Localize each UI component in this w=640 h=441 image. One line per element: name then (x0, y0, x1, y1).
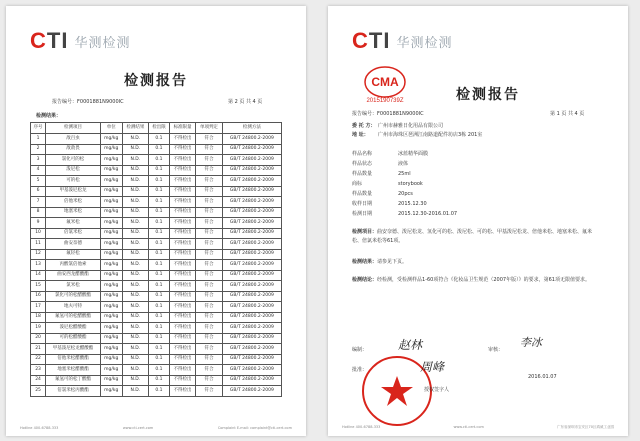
table-cell: 不得检出 (169, 186, 195, 197)
table-cell: 符合 (196, 144, 222, 155)
table-cell: 符合 (196, 165, 222, 176)
info-label: 收样日期 (352, 201, 373, 207)
table-cell: mg/kg (100, 228, 122, 239)
table-cell: 0.1 (149, 228, 170, 239)
logo-cn: 华测检测 (396, 35, 453, 51)
table-cell: GB/T 24800.2-2009 (222, 354, 281, 365)
table-cell: GB/T 24800.2-2009 (222, 386, 281, 397)
table-cell: 符合 (196, 186, 222, 197)
table-cell: 不得检出 (169, 281, 195, 292)
table-cell: mg/kg (100, 365, 122, 376)
table-cell: 24 (31, 375, 46, 386)
table-cell: 12 (31, 249, 46, 260)
table-cell: mg/kg (100, 312, 122, 323)
footer-email: Complaint E-mail: complaint@cti-cert.com (217, 426, 292, 430)
table-cell: 不得检出 (169, 386, 195, 397)
table-cell: 符合 (196, 333, 222, 344)
table-row (31, 218, 282, 229)
info-label: 样品数量 (352, 191, 373, 197)
table-cell: mg/kg (100, 291, 122, 302)
table-row (31, 260, 282, 271)
table-row (31, 365, 282, 376)
info-label: 样品名称 (352, 151, 373, 157)
table-cell: N.D. (122, 260, 148, 271)
page-indicator: 第 2 页 共 4 页 (228, 99, 263, 105)
table-row (31, 207, 282, 218)
table-cell: N.D. (122, 302, 148, 313)
table-cell: 0.1 (149, 249, 170, 260)
table-cell: 氟氢可的松丁酸酯 (46, 375, 101, 386)
table-cell: 5 (31, 176, 46, 187)
table-row (31, 155, 282, 166)
info-value: 冰蓝精华面膜 (398, 151, 429, 157)
sample-info-row (352, 210, 457, 217)
table-row (31, 134, 282, 145)
table-cell: mg/kg (100, 165, 122, 176)
table-cell: N.D. (122, 249, 148, 260)
authorized-signatory: 授权签字人 (424, 387, 450, 393)
table-cell: N.D. (122, 218, 148, 229)
table-cell: 符合 (196, 291, 222, 302)
table-cell: N.D. (122, 333, 148, 344)
table-cell: 不得检出 (169, 134, 195, 145)
table-row (31, 281, 282, 292)
table-cell: 0.1 (149, 281, 170, 292)
table-cell: 16 (31, 291, 46, 302)
table-cell: 符合 (196, 375, 222, 386)
table-cell: 不得检出 (169, 302, 195, 313)
table-cell: 6 (31, 186, 46, 197)
table-cell: 0.1 (149, 270, 170, 281)
table-cell: 敌敌畏 (46, 144, 101, 155)
table-cell: N.D. (122, 186, 148, 197)
table-cell: 19 (31, 323, 46, 334)
compiler-signature: 赵林 (398, 338, 423, 352)
table-cell: GB/T 24800.2-2009 (222, 281, 281, 292)
table-cell: 符合 (196, 155, 222, 166)
table-cell: 不得检出 (169, 239, 195, 250)
table-cell: 0.1 (149, 302, 170, 313)
table-cell: 1 (31, 134, 46, 145)
table-cell: N.D. (122, 270, 148, 281)
stamp-number: 2015190739Z (366, 98, 404, 104)
table-cell: 符合 (196, 239, 222, 250)
table-row (31, 270, 282, 281)
table-cell: mg/kg (100, 249, 122, 260)
table-cell: GB/T 24800.2-2009 (222, 333, 281, 344)
table-cell: 0.1 (149, 197, 170, 208)
table-cell: GB/T 24800.2-2009 (222, 291, 281, 302)
table-row (31, 291, 282, 302)
table-cell: 泼尼松醋酸酯 (46, 323, 101, 334)
table-cell: N.D. (122, 165, 148, 176)
table-cell: mg/kg (100, 155, 122, 166)
table-cell: 泼尼松 (46, 165, 101, 176)
table-cell: 不得检出 (169, 312, 195, 323)
table-cell: 0.1 (149, 323, 170, 334)
table-cell: GB/T 24800.2-2009 (222, 323, 281, 334)
table-cell: 符合 (196, 344, 222, 355)
table-cell: mg/kg (100, 375, 122, 386)
table-cell: 氟米松 (46, 218, 101, 229)
conclusion-row: 检测结论：经检测，受检测样品1-60项符合《化妆品卫生规范（2007年版）》的要求，第61项无限值要求。 (352, 277, 590, 283)
table-cell: 氯化可的松 (46, 155, 101, 166)
table-cell: 4 (31, 165, 46, 176)
report-page-cover (328, 6, 628, 436)
info-label: 样品状态 (352, 161, 373, 167)
cti-logo: CTI 华测检测 (352, 28, 453, 53)
reviewer-label: 审核： (488, 347, 504, 353)
table-row (31, 344, 282, 355)
table-cell: 不得检出 (169, 354, 195, 365)
table-row (31, 333, 282, 344)
table-cell: GB/T 24800.2-2009 (222, 165, 281, 176)
table-row (31, 312, 282, 323)
table-cell: GB/T 24800.2-2009 (222, 302, 281, 313)
logo-latin: CTI (30, 28, 69, 53)
table-cell: GB/T 24800.2-2009 (222, 207, 281, 218)
table-cell: 符合 (196, 207, 222, 218)
table-cell: 不得检出 (169, 144, 195, 155)
footer-address: 广东省深圳市宝安区70区鸿威工业园 (557, 425, 614, 429)
table-cell: 地塞米松醋酸酯 (46, 365, 101, 376)
table-cell: 0.1 (149, 134, 170, 145)
table-cell: 不得检出 (169, 228, 195, 239)
table-cell: GB/T 24800.2-2009 (222, 197, 281, 208)
table-cell: 不得检出 (169, 270, 195, 281)
table-cell: 地塞米松 (46, 207, 101, 218)
page-title: 检测报告 (124, 73, 188, 89)
table-cell: 8 (31, 207, 46, 218)
table-cell: N.D. (122, 176, 148, 187)
table-cell: 甲基泼尼松龙醋酸酯 (46, 344, 101, 355)
table-row (31, 386, 282, 397)
column-header: 单项判定 (196, 123, 222, 134)
table-cell: 0.1 (149, 291, 170, 302)
table-cell: 可的松 (46, 176, 101, 187)
table-row (31, 197, 282, 208)
stamp-text: CMA (371, 75, 399, 89)
table-row (31, 176, 282, 187)
table-cell: mg/kg (100, 354, 122, 365)
table-cell: 氯化可的松醋酸酯 (46, 291, 101, 302)
table-cell: N.D. (122, 239, 148, 250)
table-cell: 0.1 (149, 386, 170, 397)
column-header: 检出限 (149, 123, 170, 134)
table-row (31, 323, 282, 334)
issue-date: 2016.01.07 (528, 374, 557, 380)
table-cell: N.D. (122, 228, 148, 239)
footer-hotline: Hotline 400-6788-333 (20, 426, 59, 430)
table-cell: 不得检出 (169, 155, 195, 166)
table-cell: 符合 (196, 354, 222, 365)
table-cell: GB/T 24800.2-2009 (222, 155, 281, 166)
table-cell: mg/kg (100, 186, 122, 197)
column-header: 检测方法 (222, 123, 281, 134)
table-cell: 不得检出 (169, 218, 195, 229)
table-cell: N.D. (122, 144, 148, 155)
table-cell: 不得检出 (169, 365, 195, 376)
table-cell: 不得检出 (169, 176, 195, 187)
table-cell: 氟轻松 (46, 249, 101, 260)
table-cell: mg/kg (100, 281, 122, 292)
table-cell: 9 (31, 218, 46, 229)
table-cell: 14 (31, 270, 46, 281)
table-cell: 18 (31, 312, 46, 323)
table-cell: 0.1 (149, 260, 170, 271)
table-cell: 倍氯米松丙酸酯 (46, 386, 101, 397)
footer-website: www.cti-cert.com (122, 426, 154, 430)
table-cell: 不得检出 (169, 249, 195, 260)
table-cell: N.D. (122, 365, 148, 376)
table-cell: 0.1 (149, 354, 170, 365)
cma-stamp-icon (356, 64, 414, 104)
info-value: 20pcs (398, 191, 413, 197)
table-cell: 氟氢可的松醋酸酯 (46, 312, 101, 323)
table-cell: 0.1 (149, 312, 170, 323)
table-cell: GB/T 24800.2-2009 (222, 375, 281, 386)
table-cell: mg/kg (100, 260, 122, 271)
report-page-results (6, 6, 306, 436)
table-cell: GB/T 24800.2-2009 (222, 260, 281, 271)
table-cell: 倍他米松 (46, 197, 101, 208)
page-footer (20, 426, 292, 430)
table-cell: GB/T 24800.2-2009 (222, 134, 281, 145)
table-cell: N.D. (122, 291, 148, 302)
table-cell: 不得检出 (169, 291, 195, 302)
table-cell: 不得检出 (169, 165, 195, 176)
sample-info-row (352, 200, 427, 207)
table-cell: GB/T 24800.2-2009 (222, 249, 281, 260)
column-header: 单位 (100, 123, 122, 134)
table-cell: 11 (31, 239, 46, 250)
table-cell: 0.1 (149, 144, 170, 155)
table-cell: GB/T 24800.2-2009 (222, 270, 281, 281)
table-cell: mg/kg (100, 323, 122, 334)
table-cell: 可的松醋酸酯 (46, 333, 101, 344)
table-cell: 0.1 (149, 333, 170, 344)
table-cell: 符合 (196, 228, 222, 239)
table-cell: 倍氯米松 (46, 228, 101, 239)
column-header: 标准限量 (169, 123, 195, 134)
table-cell: 丙酸氯倍他索 (46, 260, 101, 271)
table-cell: 不得检出 (169, 197, 195, 208)
sample-info-row (352, 160, 408, 167)
table-cell: N.D. (122, 344, 148, 355)
approver-label: 批准： (352, 367, 368, 373)
table-cell: GB/T 24800.2-2009 (222, 186, 281, 197)
footer-website: www.cti-cert.com (453, 425, 484, 429)
table-cell: N.D. (122, 386, 148, 397)
table-cell: 0.1 (149, 239, 170, 250)
table-cell: 2 (31, 144, 46, 155)
table-row (31, 239, 282, 250)
table-row (31, 165, 282, 176)
table-cell: 符合 (196, 134, 222, 145)
table-cell: 不得检出 (169, 333, 195, 344)
table-cell: GB/T 24800.2-2009 (222, 144, 281, 155)
column-header: 检测项目 (46, 123, 101, 134)
info-label: 样品数量 (352, 171, 373, 177)
results-row: 检测结果：请参见下页。 (352, 259, 408, 265)
table-cell: 25 (31, 386, 46, 397)
report-number: 报告编号：F0001881N9000IC (352, 111, 424, 117)
table-cell: 敌百虫 (46, 134, 101, 145)
table-cell: 符合 (196, 260, 222, 271)
table-cell: 符合 (196, 197, 222, 208)
table-cell: 甲基泼尼松龙 (46, 186, 101, 197)
items-row: 检测项目：曲安奈德、泼尼松龙、氢化可的松、泼尼松、可的松、甲基泼尼松龙、倍他米松、地塞米松、氟米松、倍氯米松等61项。 (352, 229, 593, 244)
table-cell: GB/T 24800.2-2009 (222, 365, 281, 376)
table-cell: mg/kg (100, 207, 122, 218)
table-cell: mg/kg (100, 344, 122, 355)
table-cell: N.D. (122, 354, 148, 365)
table-cell: mg/kg (100, 270, 122, 281)
table-row (31, 302, 282, 313)
table-cell: 0.1 (149, 375, 170, 386)
table-cell: 符合 (196, 386, 222, 397)
table-cell: 不得检出 (169, 323, 195, 334)
table-cell: 地夫可特 (46, 302, 101, 313)
table-cell: 21 (31, 344, 46, 355)
approver-signature: 周峰 (420, 360, 445, 374)
table-cell: 倍他米松醋酸酯 (46, 354, 101, 365)
section-label: 检测结果： (36, 113, 62, 119)
compiler-label: 编制： (352, 347, 368, 353)
table-cell: 0.1 (149, 344, 170, 355)
table-cell: 17 (31, 302, 46, 313)
table-cell: 符合 (196, 365, 222, 376)
table-cell: mg/kg (100, 302, 122, 313)
info-value: storybook (398, 181, 423, 187)
table-cell: 曲安西龙醋酸酯 (46, 270, 101, 281)
table-cell: 不得检出 (169, 344, 195, 355)
sample-info-row (352, 190, 413, 197)
table-cell: GB/T 24800.2-2009 (222, 344, 281, 355)
table-cell: N.D. (122, 134, 148, 145)
table-cell: 符合 (196, 323, 222, 334)
table-cell: GB/T 24800.2-2009 (222, 239, 281, 250)
table-row (31, 249, 282, 260)
table-cell: 0.1 (149, 365, 170, 376)
client-row: 委 托 方： 广州市赫雅日化用品有限公司 (352, 123, 444, 129)
page-indicator: 第 1 页 共 4 页 (550, 111, 585, 117)
table-cell: N.D. (122, 207, 148, 218)
table-cell: GB/T 24800.2-2009 (222, 312, 281, 323)
page-footer (342, 425, 614, 430)
table-cell: N.D. (122, 375, 148, 386)
table-cell: 3 (31, 155, 46, 166)
table-cell: mg/kg (100, 386, 122, 397)
table-cell: 氯米松 (46, 281, 101, 292)
table-cell: N.D. (122, 312, 148, 323)
table-cell: 不得检出 (169, 207, 195, 218)
info-value: 液体 (398, 161, 409, 167)
table-cell: mg/kg (100, 176, 122, 187)
info-label: 商标 (352, 181, 363, 187)
cti-logo (30, 28, 130, 54)
table-row (31, 375, 282, 386)
table-cell: 13 (31, 260, 46, 271)
table-cell: 不得检出 (169, 375, 195, 386)
table-cell: 曲安奈德 (46, 239, 101, 250)
table-row (31, 144, 282, 155)
table-cell: 20 (31, 333, 46, 344)
page-title: 检测报告 (456, 87, 520, 103)
info-value: 25ml (398, 171, 411, 177)
table-cell: N.D. (122, 197, 148, 208)
table-cell: 不得检出 (169, 260, 195, 271)
table-row (31, 186, 282, 197)
sample-info-row (352, 150, 428, 157)
table-cell: 符合 (196, 176, 222, 187)
table-header-row (31, 123, 282, 134)
table-cell: 0.1 (149, 155, 170, 166)
table-cell: GB/T 24800.2-2009 (222, 228, 281, 239)
table-cell: GB/T 24800.2-2009 (222, 176, 281, 187)
table-cell: GB/T 24800.2-2009 (222, 218, 281, 229)
table-cell: mg/kg (100, 197, 122, 208)
column-header: 序号 (31, 123, 46, 134)
table-cell: 23 (31, 365, 46, 376)
info-value: 2015.12.30 (398, 201, 427, 207)
table-row (31, 354, 282, 365)
footer-hotline: Hotline 400-6788-333 (342, 425, 381, 429)
table-cell: 符合 (196, 302, 222, 313)
table-cell: 7 (31, 197, 46, 208)
table-cell: 符合 (196, 249, 222, 260)
table-cell: 22 (31, 354, 46, 365)
table-cell: mg/kg (100, 134, 122, 145)
table-row (31, 228, 282, 239)
logo-cn: 华测检测 (74, 35, 131, 51)
table-cell: 10 (31, 228, 46, 239)
report-number: 报告编号：F0001881N9000IC (52, 99, 124, 105)
table-cell: 符合 (196, 281, 222, 292)
table-cell: mg/kg (100, 144, 122, 155)
column-header: 检测结果 (122, 123, 148, 134)
sample-info-row (352, 180, 423, 187)
table-cell: 符合 (196, 312, 222, 323)
table-cell: mg/kg (100, 218, 122, 229)
table-cell: 0.1 (149, 165, 170, 176)
table-cell: 0.1 (149, 176, 170, 187)
table-cell: 15 (31, 281, 46, 292)
table-cell: 符合 (196, 270, 222, 281)
results-table (30, 122, 282, 397)
table-cell: mg/kg (100, 333, 122, 344)
table-cell: N.D. (122, 281, 148, 292)
table-cell: 0.1 (149, 218, 170, 229)
table-cell: 0.1 (149, 186, 170, 197)
reviewer-signature: 李冰 (520, 336, 542, 349)
table-cell: N.D. (122, 323, 148, 334)
table-cell: 符合 (196, 218, 222, 229)
address-row: 地 址： 广州市海珠区琶洲江南路道配件坊店3栋 201室 (352, 132, 483, 138)
table-cell: mg/kg (100, 239, 122, 250)
sample-info-row (352, 170, 411, 177)
info-value: 2015.12.30-2016.01.07 (398, 211, 458, 217)
table-cell: N.D. (122, 155, 148, 166)
table-cell: 0.1 (149, 207, 170, 218)
info-label: 检测日期 (352, 211, 373, 217)
